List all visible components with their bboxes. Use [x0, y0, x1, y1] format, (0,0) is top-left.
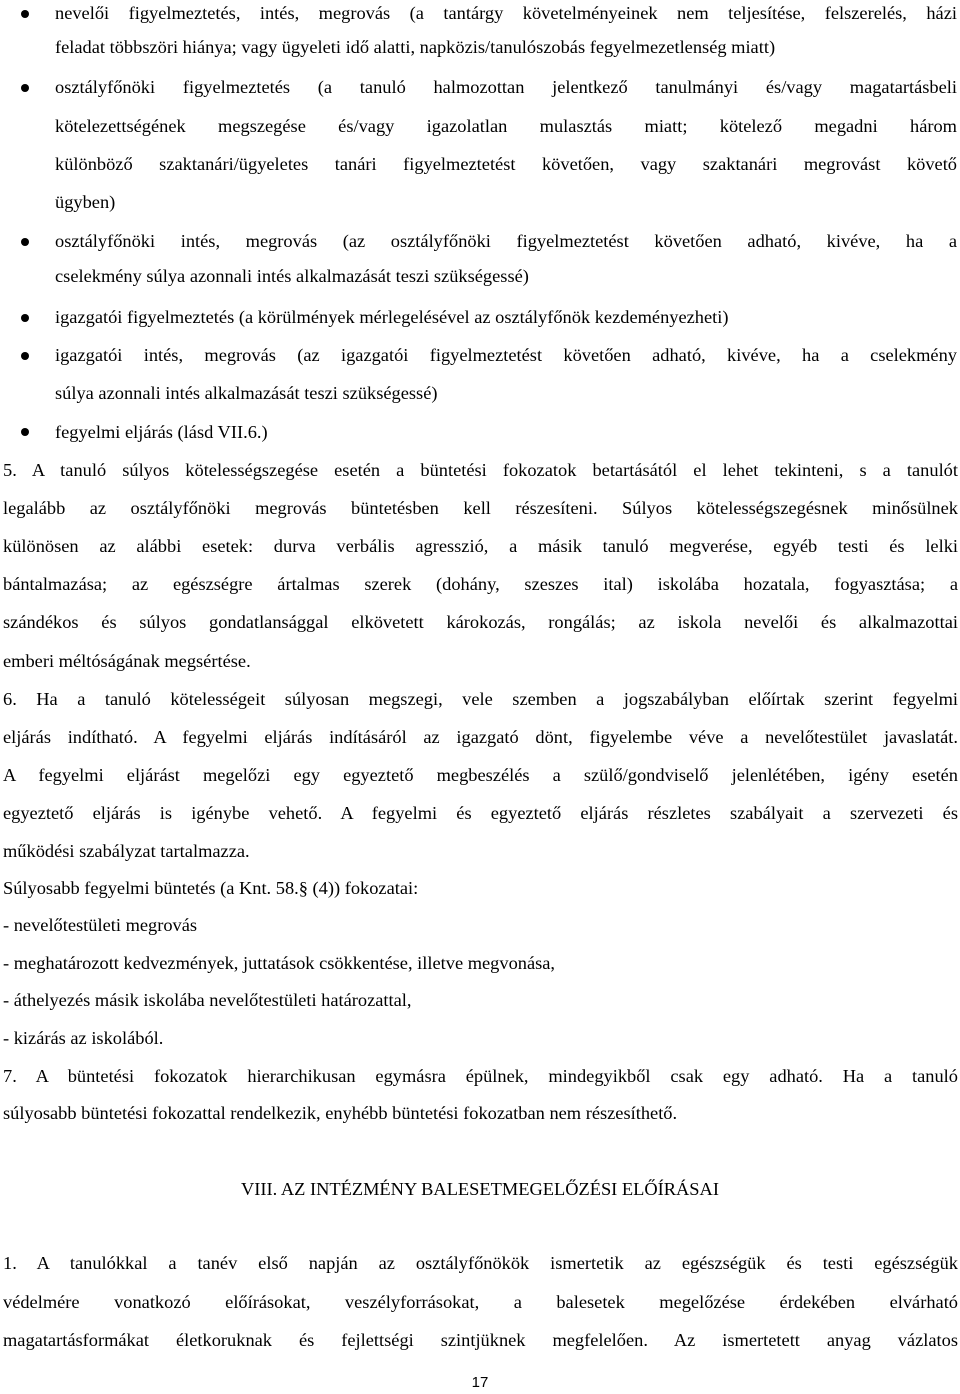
bullet-dot-icon: [21, 314, 29, 322]
text-line: Súlyosabb fegyelmi büntetés (a Knt. 58.§ (4)) fokozatai:: [3, 878, 419, 898]
text-line: 5. A tanuló súlyos kötelességszegése esetén a büntetési fokozatok betartásától el lehet tekinteni, s a tanulót: [3, 460, 958, 480]
bullet-dot-icon: [21, 10, 29, 18]
text-line: emberi méltóságának megsértése.: [3, 651, 251, 671]
text-line: - áthelyezés másik iskolába nevelőtestületi határozattal,: [3, 990, 412, 1010]
text-line: osztályfőnöki figyelmeztetés (a tanuló halmozottan jelentkező tanulmányi és/vagy magatartásbeli: [55, 77, 957, 97]
text-line: nevelői figyelmeztetés, intés, megrovás (a tantárgy követelményeinek nem teljesítése, felszerelés, házi: [55, 3, 957, 23]
text-line: egyeztető eljárás is igénybe vehető. A fegyelmi és egyeztető eljárás részletes szabályait a szervezeti és: [3, 803, 958, 823]
bullet-dot-icon: [21, 428, 29, 436]
text-line: osztályfőnöki intés, megrovás (az osztályfőnöki figyelmeztetést követően adható, kivéve, ha a: [55, 231, 957, 251]
text-line: bántalmazása; az egészségre ártalmas szerek (dohány, szeszes ital) iskolába hozatala, fogyasztása; a: [3, 574, 958, 594]
text-line: A fegyelmi eljárást megelőzi egy egyeztető megbeszélés a szülő/gondviselő jelenlétében, igény esetén: [3, 765, 958, 785]
text-line: különösen az alábbi esetek: durva verbális agresszió, a másik tanuló megverése, egyéb testi és lelki: [3, 536, 958, 556]
bullet-dot-icon: [21, 352, 29, 360]
text-line: súlyosabb büntetési fokozattal rendelkezik, enyhébb büntetési fokozatban nem részesíthető.: [3, 1103, 678, 1123]
text-line: fegyelmi eljárás (lásd VII.6.): [55, 422, 268, 442]
text-line: igazgatói figyelmeztetés (a körülmények mérlegelésével az osztályfőnök kezdeményezheti): [55, 307, 729, 327]
text-line: 6. Ha a tanuló kötelességeit súlyosan megszegi, vele szemben a jogszabályban előírtak szerint fegyelmi: [3, 689, 958, 709]
text-line: 7. A büntetési fokozatok hierarchikusan egymásra épülnek, mindegyikből csak egy adható. Ha a tanuló: [3, 1066, 958, 1086]
text-line: - nevelőtestületi megrovás: [3, 915, 198, 935]
text-line: kötelezettségének megszegése és/vagy igazolatlan mulasztás miatt; kötelező megadni három: [55, 116, 957, 136]
page-number: 17: [471, 1374, 489, 1391]
text-line: legalább az osztályfőnöki megrovás büntetésben kell részesíteni. Súlyos kötelességszegésnek minősülnek: [3, 498, 958, 518]
section-heading: VIII. AZ INTÉZMÉNY BALESETMEGELŐZÉSI ELŐÍRÁSAI: [241, 1179, 719, 1199]
text-line: védelmére vonatkozó előírásokat, veszélyforrásokat, a balesetek megelőzése érdekében elvárható: [3, 1292, 958, 1312]
text-line: - kizárás az iskolából.: [3, 1028, 164, 1048]
text-line: feladat többszöri hiánya; vagy ügyeleti idő alatti, napközis/tanulószobás fegyelmezetlenség miatt): [55, 37, 776, 57]
bullet-dot-icon: [21, 238, 29, 246]
text-line: működési szabályzat tartalmazza.: [3, 841, 250, 861]
text-line: igazgatói intés, megrovás (az igazgatói figyelmeztetést követően adható, kivéve, ha a cselekmény: [55, 345, 957, 365]
bullet-dot-icon: [21, 84, 29, 92]
text-line: 1. A tanulókkal a tanév első napján az osztályfőnökök ismertetik az egészségük és testi egészségük: [3, 1253, 958, 1273]
text-line: súlya azonnali intés alkalmazását teszi szükségessé): [55, 383, 438, 403]
text-line: - meghatározott kedvezmények, juttatások csökkentése, illetve megvonása,: [3, 953, 556, 973]
text-line: cselekmény súlya azonnali intés alkalmazását teszi szükségessé): [55, 266, 529, 286]
text-line: ügyben): [55, 192, 116, 212]
text-line: szándékos és súlyos gondatlansággal elkövetett károkozás, rongálás; az iskola nevelői és alkalmazottai: [3, 612, 958, 632]
text-line: különböző szaktanári/ügyeletes tanári figyelmeztetést követően, vagy szaktanári megrovást követő: [55, 154, 957, 174]
text-line: eljárás indítható. A fegyelmi eljárás indításáról az igazgató dönt, figyelembe véve a nevelőtestület javaslatát.: [3, 727, 958, 747]
text-line: magatartásformákat életkoruknak és fejlettségi szintjüknek megfelelően. Az ismertetett anyag vázlatos: [3, 1330, 958, 1350]
